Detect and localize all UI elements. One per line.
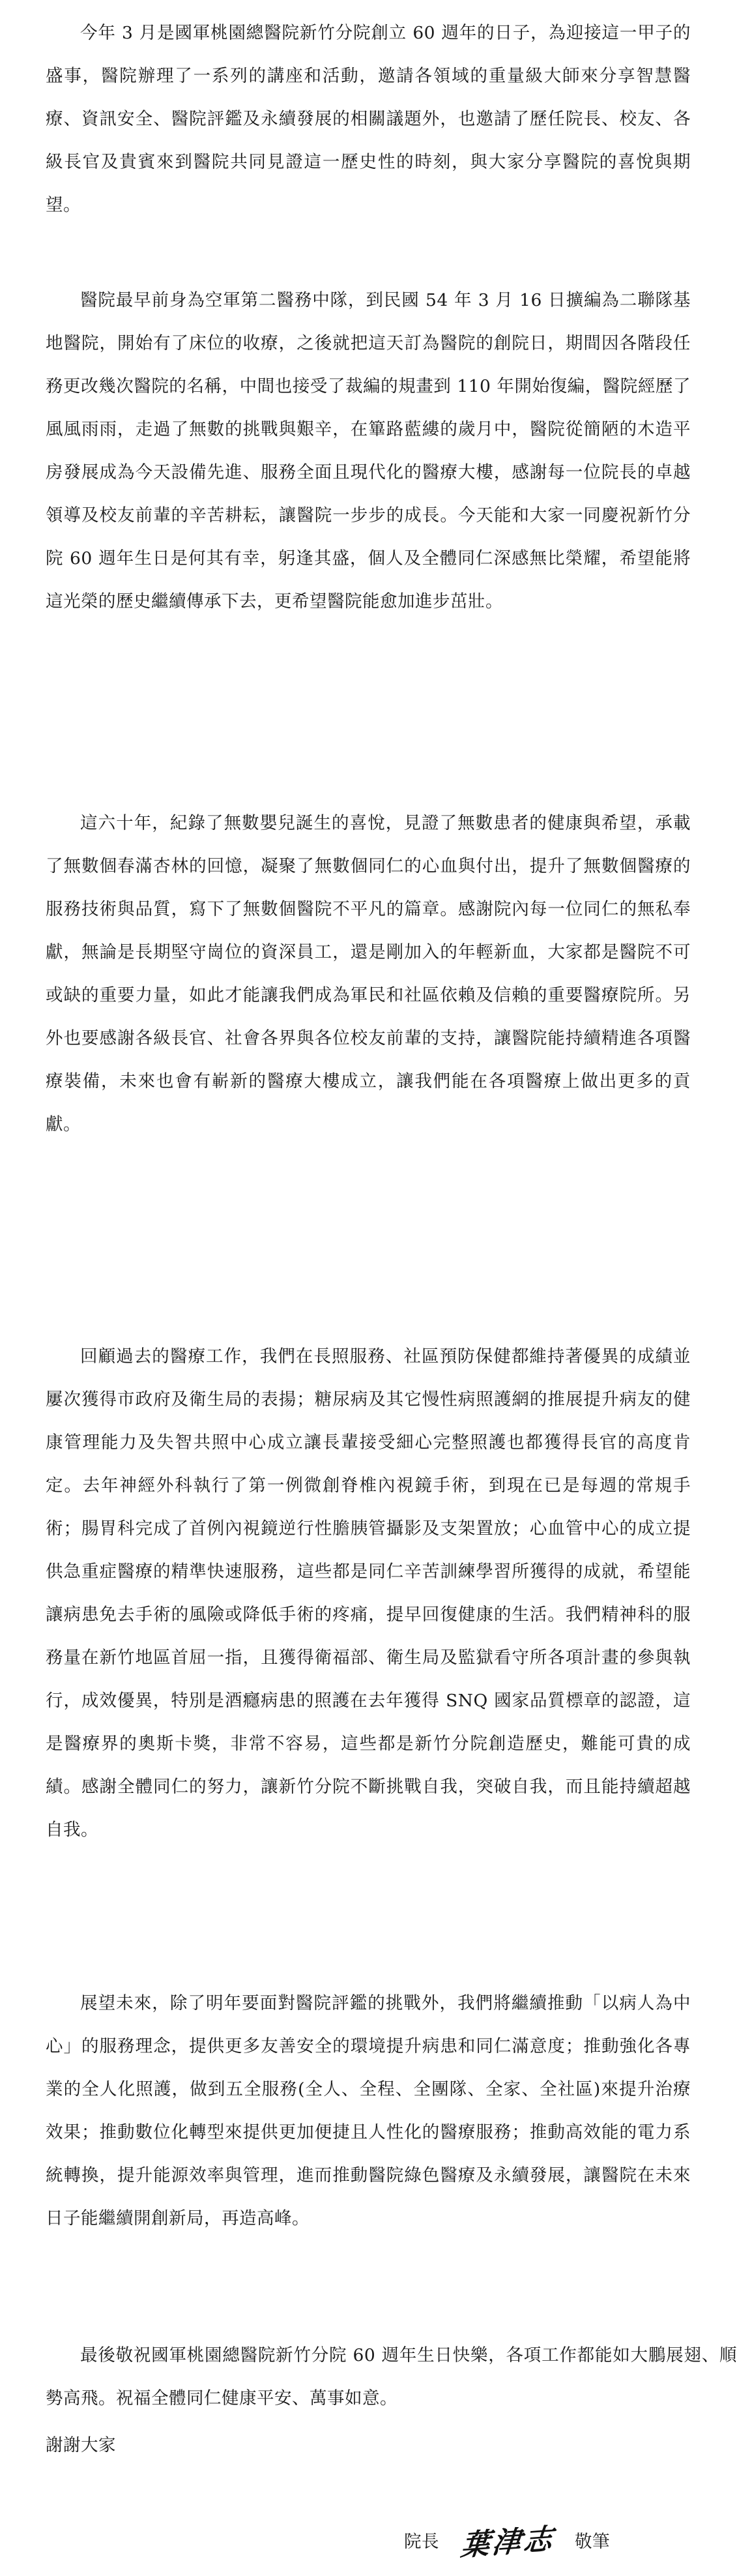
paragraph-future-outlook: 展望未來，除了明年要面對醫院評鑑的挑戰外，我們將繼續推動「以病人為中心」的服務理念，提供更多友善安全的環境提升病患和同仁滿意度；推動強化各專業的全人化照護，做到五全服務(全人、全程、全團隊、全家、全社區)來提升治療效果；推動數位化轉型來提供更加便捷且人性化的醫療服務；推動高效能的電力系統轉換，提升能源效率與管理，進而推動醫院綠色醫療及永續發展，讓醫院在未來日子能繼續開創新局，再造高峰。 xyxy=(46,1993,691,2228)
handwritten-signature: 葉津志 xyxy=(459,2522,557,2563)
closing-thanks: 謝謝大家 xyxy=(46,2435,116,2455)
paragraph-achievements: 回顧過去的醫療工作，我們在長照服務、社區預防保健都維持著優異的成績並屢次獲得市政府及衛生局的表揚；糖尿病及其它慢性病照護網的推展提升病友的健康管理能力及失智共照中心成立讓長輩接受細心完整照護也都獲得長官的高度肯定。去年神經外科執行了第一例微創脊椎內視鏡手術，到現在已是每週的常規手術；腸胃科完成了首例內視鏡逆行性膽胰管攝影及支架置放；心血管中心的成立提供急重症醫療的精準快速服務，這些都是同仁辛苦訓練學習所獲得的成就，希望能讓病患免去手術的風險或降低手術的疼痛，提早回復健康的生活。我們精神科的服務量在新竹地區首屈一指，且獲得衛福部、衛生局及監獄看守所各項計畫的參與執行，成效優異，特別是酒癮病患的照護在去年獲得 SNQ 國家品質標章的認證，這是醫療界的奧斯卡獎，非常不容易，這些都是新竹分院創造歷史，難能可貴的成績。感謝全體同仁的努力，讓新竹分院不斷挑戰自我，突破自我，而且能持續超越自我。 xyxy=(46,1346,691,1840)
paragraph-hospital-history: 醫院最早前身為空軍第二醫務中隊，到民國 54 年 3 月 16 日擴編為二聯隊基地醫院，開始有了床位的收療，之後就把這天訂為醫院的創院日，期間因各階段任務更改幾次醫院的名稱，中間也接受了裁編的規畫到 110 年開始復編，醫院經歷了風風雨雨，走過了無數的挑戰與艱辛，在篳路藍縷的歲月中，醫院從簡陋的木造平房發展成為今天設備先進、服務全面且現代化的醫療大樓，感謝每一位院長的卓越領導及校友前輩的辛苦耕耘，讓醫院一步步的成長。今天能和大家一同慶祝新竹分院 60 週年生日是何其有幸，躬逢其盛，個人及全體同仁深感無比榮耀，希望能將這光榮的歷史繼續傳承下去，更希望醫院能愈加進步茁壯。 xyxy=(46,290,691,612)
signature-closing: 敬筆 xyxy=(575,2531,610,2552)
paragraph-blessing: 最後敬祝國軍桃園總醫院新竹分院 60 週年生日快樂，各項工作都能如大鵬展翅、順勢高飛。祝福全體同仁健康平安、萬事如意。 xyxy=(46,2345,737,2408)
signature-title: 院長 xyxy=(404,2531,439,2552)
paragraph-sixty-years: 這六十年，紀錄了無數嬰兒誕生的喜悅，見證了無數患者的健康與希望，承載了無數個春滿杏林的回憶，凝聚了無數個同仁的心血與付出，提升了無數個醫療的服務技術與品質，寫下了無數個醫院不平凡的篇章。感謝院內每一位同仁的無私奉獻，無論是長期堅守崗位的資深員工，還是剛加入的年輕新血，大家都是醫院不可或缺的重要力量，如此才能讓我們成為軍民和社區依賴及信賴的重要醫療院所。另外也要感謝各級長官、社會各界與各位校友前輩的支持，讓醫院能持續精進各項醫療裝備，未來也會有嶄新的醫療大樓成立，讓我們能在各項醫療上做出更多的貢獻。 xyxy=(46,813,691,1134)
paragraph-anniversary-intro: 今年 3 月是國軍桃園總醫院新竹分院創立 60 週年的日子，為迎接這一甲子的盛事，醫院辦理了一系列的講座和活動，邀請各領域的重量級大師來分享智慧醫療、資訊安全、醫院評鑑及永續發展的相關議題外，也邀請了歷任院長、校友、各級長官及貴賓來到醫院共同見證這一歷史性的時刻，與大家分享醫院的喜悅與期望。 xyxy=(46,23,691,215)
signature-block xyxy=(404,2517,610,2562)
